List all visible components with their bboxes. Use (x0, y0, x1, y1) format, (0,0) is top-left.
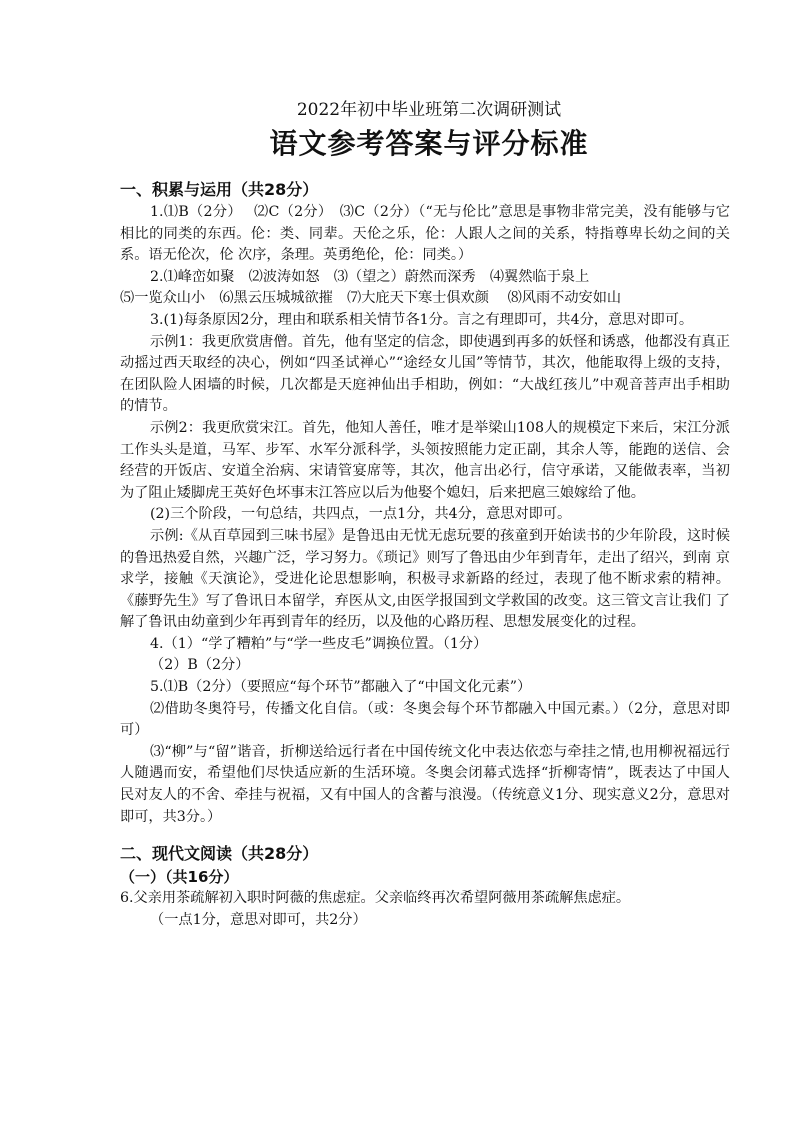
answer-q5-1: 5.⑴B（2分）（要照应“每个环节”都融入了“中国文化元素”） (150, 679, 532, 696)
answer-q4-1: 4.（1）“学了糟粕”与“学一些皮毛”调换位置。（1分） (150, 635, 488, 652)
answer-q3-example2: 示例2：我更欣赏宋江。首先，他知人善任，唯才是举梁山108人的规模定下来后，宋江分派工作头头是道，马军、步军、水军分派科学，头领按照能力定正副，其余人等，能跑的送信、会经营的开饭店、安道全治病、宋请管宴席等，其次，他言出必行，信守承诺，又能做表率，当初为了阻止矮脚虎王英好色坏事末江答应以后为他娶个媳妇，后来把扈三娘嫁给了他。 (120, 419, 730, 501)
answer-q1: 1.⑴B（2分） ⑵C（2分） ⑶C（2分）（“无与伦比”意思是事物非常完美，没有能够与它相比的同类的东西。伦：类、同辈。天伦之乐，伦：人跟人之间的关系，特指尊卑长幼之间的关系。语无伦次，伦 次序，条理。英勇绝伦，伦：同类。） (120, 204, 730, 264)
section-accumulation (120, 178, 730, 828)
answer-q5-3: ⑶“柳”与“留”谐音，折柳送给远行者在中国传统文化中表达依恋与牵挂之情,也用柳祝福远行人随遇而安，希望他们尽快适应新的生活环境。冬奥会闭幕式选择“折柳寄情”，既表达了中国人民对友人的不舍、牵挂与祝福，又有中国人的含蓄与浪漫。（传统意义1分、现实意义2分，意思对即可，共3分。） (120, 743, 730, 825)
answer-q6: 6.父亲用茶疏解初入职时阿薇的焦虑症。父亲临终再次希望阿薇用茶疏解焦虑症。 (120, 890, 631, 907)
answer-q2-line2: ⑸一览众山小 ⑹黑云压城城欲摧 ⑺大庇天下寒士俱欢颜 ⑻风雨不动安如山 (120, 290, 622, 307)
section-heading: 一、积累与运用（共28分） (120, 180, 319, 199)
section-modern-reading (120, 842, 730, 931)
answer-q3-example1: 示例1：我更欣赏唐僧。首先，他有坚定的信念，即使遇到再多的妖怪和诱惑，他都没有真正动摇过西天取经的决心，例如“四圣试禅心”“途经女儿国”等情节，其次，他能取得上级的支持，在团队险人困墙的时候，几次都是天庭神仙出手相助，例如：“大战红孩儿”中观音菩声出手相助的情节。 (120, 333, 730, 415)
answer-q5-2: ⑵借助冬奥符号，传播文化自信。（或：冬奥会每个环节都融入中国元素。）（2分，意思对即可） (120, 700, 730, 739)
answer-q2-line1: 2.⑴峰峦如聚 ⑵波涛如怒 ⑶（望之）蔚然而深秀 ⑷翼然临于泉上 (150, 268, 590, 285)
answer-q3-part2-example: 示例:《从百草园到三味书屋》是鲁迅由无忧无虑玩要的孩童到开始读书的少年阶段，这时候的鲁迅热爱自然，兴趣广泛，学习努力。《琐记》则写了鲁迅由少年到青年，走出了绍兴，到南 京求学，接触《天演论》，受进化论思想影响，积极寻求新路的经过，表现了他不断求索的精神。《藤野先生》写了鲁讯日本留学，弃医从文,由医学报国到文学救国的改变。这三管文言让我们 了解了鲁讯由幼童到少年再到青年的经历，以及他的心路历程、思想发展变化的过程。 (120, 527, 730, 631)
answer-q6-scoring: （一点1分，意思对即可，共2分） (150, 911, 367, 928)
section-heading: 二、现代文阅读（共28分） (120, 844, 319, 864)
answer-q3-criteria: 3.(1)每条原因2分，理由和联系相关情节各1分。言之有理即可，共4分，意思对即可。 (150, 311, 694, 328)
document-subtitle: 语文参考答案与评分标准 (269, 127, 589, 160)
subsection-heading: （一）（共16分） (120, 868, 239, 887)
answer-q4-2: （2）B（2分） (150, 657, 250, 674)
document-title: 2022年初中毕业班第二次调研测试 (296, 100, 562, 120)
answer-q3-part2: (2)三个阶段，一句总结，共四点，一点1分，共4分，意思对即可。 (150, 506, 572, 523)
